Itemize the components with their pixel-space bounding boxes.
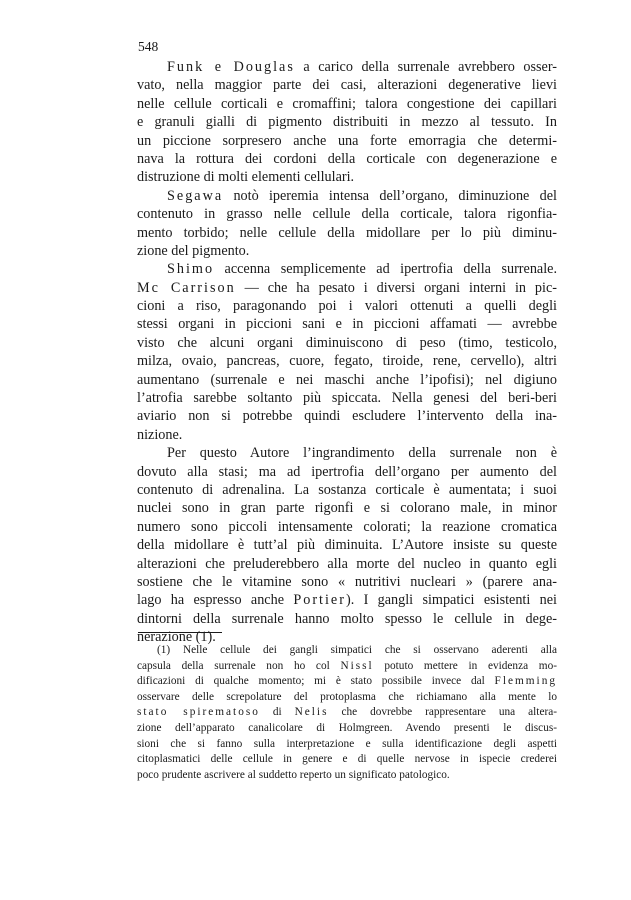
text-line	[137, 58, 557, 76]
text-line	[137, 242, 557, 260]
text-segment: a carico della surrenale avrebbero osser-	[294, 59, 557, 75]
text-line	[137, 426, 557, 444]
text-line	[137, 610, 557, 628]
text-segment: di	[259, 706, 295, 719]
author-name: Nelis	[294, 706, 329, 719]
text-segment: dificazioni di qualche momento; mi è stato possibile invece dal	[137, 675, 495, 688]
text-line	[137, 389, 557, 407]
text-line	[137, 737, 557, 753]
text-segment: della midollare è tutt’al più diminuita. L’Autore insiste su queste	[137, 537, 557, 554]
text-line	[137, 260, 557, 278]
text-segment: osservare delle screpolature del protoplasma che richiamano alla mente lo	[137, 690, 557, 703]
text-line	[137, 352, 557, 370]
text-line	[137, 463, 557, 481]
text-line	[137, 555, 557, 573]
text-line	[137, 674, 557, 690]
text-segment: stessi organi in piccioni sani e in piccioni affamati — avrebbe	[137, 316, 557, 333]
author-name: Funk e Douglas	[167, 59, 295, 75]
text-line	[137, 481, 557, 499]
text-line	[137, 768, 557, 784]
text-segment: accenna semplicemente ad ipertrofia della surrenale.	[214, 261, 557, 278]
text-line	[137, 499, 557, 517]
text-segment: nava la rottura dei cordoni della corticale con degenerazione e	[137, 150, 557, 167]
text-line	[137, 705, 557, 721]
text-segment: alterazioni che preluderebbero alla morte del nucleo in quanto egli	[137, 555, 557, 572]
text-line	[137, 643, 557, 659]
text-line	[137, 279, 557, 297]
text-line	[137, 371, 557, 389]
text-segment: nelle cellule corticali e cromaffini; talora congestione dei capillari	[137, 95, 557, 112]
footnote-rule	[138, 632, 222, 633]
text-line	[137, 334, 557, 352]
text-line	[137, 518, 557, 536]
author-name: Portier	[293, 592, 346, 609]
text-segment: sioni che si fanno sulla interpretazione e sulla identificazione degli aspetti	[137, 737, 557, 750]
author-name: Flemming	[494, 675, 557, 688]
text-segment: distruzione di molti elementi cellulari.	[137, 169, 355, 186]
text-line	[137, 150, 557, 168]
text-segment: ). I gangli simpatici esistenti nei	[345, 592, 557, 609]
text-segment: sostiene che le vitamine sono « nutritivi nucleari » (parere ana-	[137, 573, 557, 590]
text-line	[137, 573, 557, 591]
text-line	[137, 187, 557, 205]
text-segment: milza, ovaio, pancreas, cuore, fegato, tiroide, rene, cervello), altri	[137, 353, 557, 370]
text-segment: vato, nella maggior parte dei casi, alterazioni degenerative lievi	[137, 77, 557, 94]
text-segment: aumentano (surrenale e nei maschi anche l’ipofisi); nel digiuno	[137, 371, 557, 388]
text-line	[137, 407, 557, 425]
text-segment: lago ha espresso anche	[137, 592, 294, 609]
text-segment: dovuto alla stasi; ma ad ipertrofia dell’organo per aumento del	[137, 463, 557, 480]
text-segment: mento torbido; nelle cellule della midollare per lo più diminu-	[137, 224, 557, 241]
text-line	[137, 690, 557, 706]
paragraph	[137, 187, 557, 261]
page-number: 548	[138, 39, 159, 54]
text-segment: contenuto di adrenalina. La sostanza corticale è aumentata; i suoi	[137, 481, 557, 498]
text-segment: (1) Nelle cellule dei gangli simpatici che si osservano aderenti alla	[157, 644, 557, 656]
text-line	[137, 297, 557, 315]
text-segment: nuclei sono in gran parte rigonfi e si colorano male, in minor	[137, 500, 557, 517]
text-line	[137, 721, 557, 737]
paragraph	[137, 444, 557, 646]
text-line	[137, 205, 557, 223]
text-segment: potuto mettere in evidenza mo-	[373, 659, 557, 672]
text-segment: nizione.	[137, 426, 183, 443]
author-name: Nissl	[340, 659, 374, 672]
text-line	[137, 536, 557, 554]
paragraph	[137, 260, 557, 444]
author-name: Mc Carrison	[137, 279, 236, 296]
text-line	[137, 752, 557, 768]
paragraph	[137, 58, 557, 187]
main-text	[137, 58, 557, 647]
text-segment: poco prudente ascrivere al suddetto reperto un significato patologico.	[137, 768, 450, 781]
text-segment: cioni a riso, paragonando poi i valori ottenuti a quelli degli	[137, 298, 557, 315]
text-line	[137, 224, 557, 242]
author-name: Segawa	[167, 187, 224, 204]
text-segment: Per questo Autore l’ingrandimento della surrenale non è	[167, 445, 557, 462]
text-segment: aviario non si potrebbe quindi escludere l’intervento della ina-	[137, 408, 557, 425]
text-segment: zione del pigmento.	[137, 242, 250, 259]
text-segment: capsula della surrenale non ho col	[137, 659, 341, 672]
text-line	[137, 76, 557, 94]
text-segment: che dovrebbe rappresentare una altera-	[328, 706, 557, 719]
author-name: stato spirematoso	[137, 706, 260, 719]
text-segment: contenuto in grasso nelle cellule della corticale, talora rigonfia-	[137, 206, 557, 223]
author-name: Shimo	[167, 261, 215, 278]
text-segment: un piccione sorpresero anche una forte emorragia che determi-	[137, 132, 557, 149]
text-line	[137, 444, 557, 462]
text-segment: notò iperemia intensa dell’organo, diminuzione del	[223, 187, 557, 204]
text-segment: zione dell’apparato canalicolare di Holmgreen. Avendo presenti le discus-	[137, 721, 557, 734]
text-line	[137, 591, 557, 609]
text-segment: citoplasmatici delle cellule in genere e di quelle nervose in ispecie crederei	[137, 753, 557, 766]
text-segment: dintorni della surrenale hanno molto spesso le cellule in dege-	[137, 610, 557, 627]
text-line	[137, 168, 557, 186]
text-segment: e granuli gialli di pigmento distribuiti in mezzo al tessuto. In	[137, 114, 557, 131]
text-line	[137, 659, 557, 675]
text-line	[137, 95, 557, 113]
text-segment: — che ha pesato i diversi organi interni in pic-	[235, 279, 557, 296]
text-segment: numero sono piccoli intensamente colorati; la reazione cromatica	[137, 518, 557, 535]
text-line	[137, 315, 557, 333]
text-line	[137, 132, 557, 150]
footnote	[137, 643, 557, 783]
text-segment: l’atrofia sarebbe soltanto più spiccata. Nella genesi del beri-beri	[137, 390, 557, 407]
text-segment: nerazione (1).	[137, 629, 216, 646]
text-line	[137, 113, 557, 131]
text-segment: visto che alcuni organi diminuiscono di peso (timo, testicolo,	[137, 334, 557, 351]
